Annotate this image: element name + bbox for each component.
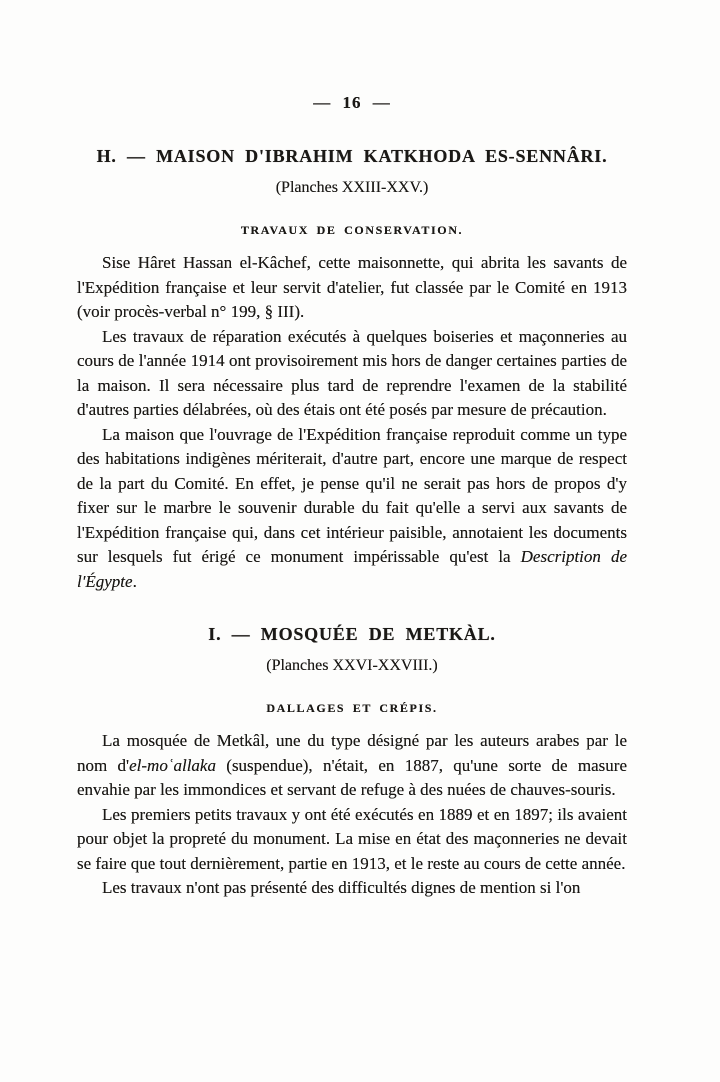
page-content <box>77 0 627 901</box>
text-segment: La maison que l'ouvrage de l'Expédition française reproduit comme un type des habitations indigènes mériterait, d'autre part, encore une marque de respect de la part du Comité. En effet, je pense qu'il ne serait pas hors de propos d'y fixer sur le marbre le souvenir durable du fait qu'elle a servi aux savants de l'Expédition française qui, dans cet intérieur paisible, annotaient les documents sur lesquels fut érigé ce monument impérissable qu'est la <box>77 424 627 566</box>
section-body <box>77 729 627 901</box>
text-segment-italic: el-moʿallaka <box>129 755 216 775</box>
section-heading: H. — MAISON D'IBRAHIM KATKHODA ES-SENNÂRI. <box>96 146 608 166</box>
section-heading: I. — MOSQUÉE DE METKÀL. <box>208 624 496 644</box>
text-segment: Les travaux n'ont pas présenté des difficultés dignes de mention si l'on <box>102 878 581 897</box>
text-segment: Les travaux de réparation exécutés à quelques boiseries et maçonneries au cours de l'année 1914 ont provisoirement mis hors de danger certaines parties de la maison. Il sera nécessaire plus tard de reprendre l'examen de la stabilité d'autres parties délabrées, où des étais ont été posés par mesure de précaution. <box>77 326 627 419</box>
paragraph <box>77 325 627 423</box>
section-subheading: TRAVAUX DE CONSERVATION. <box>240 223 464 237</box>
text-segment: (suspendue), n'était, en 1887, qu'une sorte de masure envahie par les immondices et servant de refuge à des nuées de chauves-souris. <box>77 755 627 799</box>
page-number: — 16 — <box>313 93 391 112</box>
text-segment: La mosquée de Metkâl, une du type désigné par les auteurs arabes par le nom d' <box>77 731 627 775</box>
paragraph <box>77 729 627 803</box>
section-mosquee-de-metkal <box>77 624 627 901</box>
paragraph <box>77 251 627 325</box>
paragraph <box>77 423 627 595</box>
paragraph <box>77 803 627 877</box>
text-segment: Les premiers petits travaux y ont été exécutés en 1889 et en 1897; ils avaient pour objet la propreté du monument. La mise en état des maçonneries ne devait se faire que tout dernièrement, partie en 1913, et le reste au cours de cette année. <box>77 804 627 873</box>
section-subheading: DALLAGES ET CRÉPIS. <box>266 701 438 715</box>
text-segment: . <box>132 571 137 591</box>
planches-reference: (Planches XXIII-XXV.) <box>275 179 429 196</box>
paragraph <box>77 876 627 901</box>
section-maison-ibrahim-katkhoda <box>77 146 627 594</box>
text-segment-italic: Description de l'Égypte <box>77 547 627 591</box>
text-segment: Sise Hâret Hassan el-Kâchef, cette maisonnette, qui abrita les savants de l'Expédition française et leur servit d'atelier, fut classée par le Comité en 1913 (voir procès-verbal n° 199, § III). <box>77 253 627 321</box>
section-body <box>77 251 627 594</box>
planches-reference: (Planches XXVI-XXVIII.) <box>266 657 438 674</box>
